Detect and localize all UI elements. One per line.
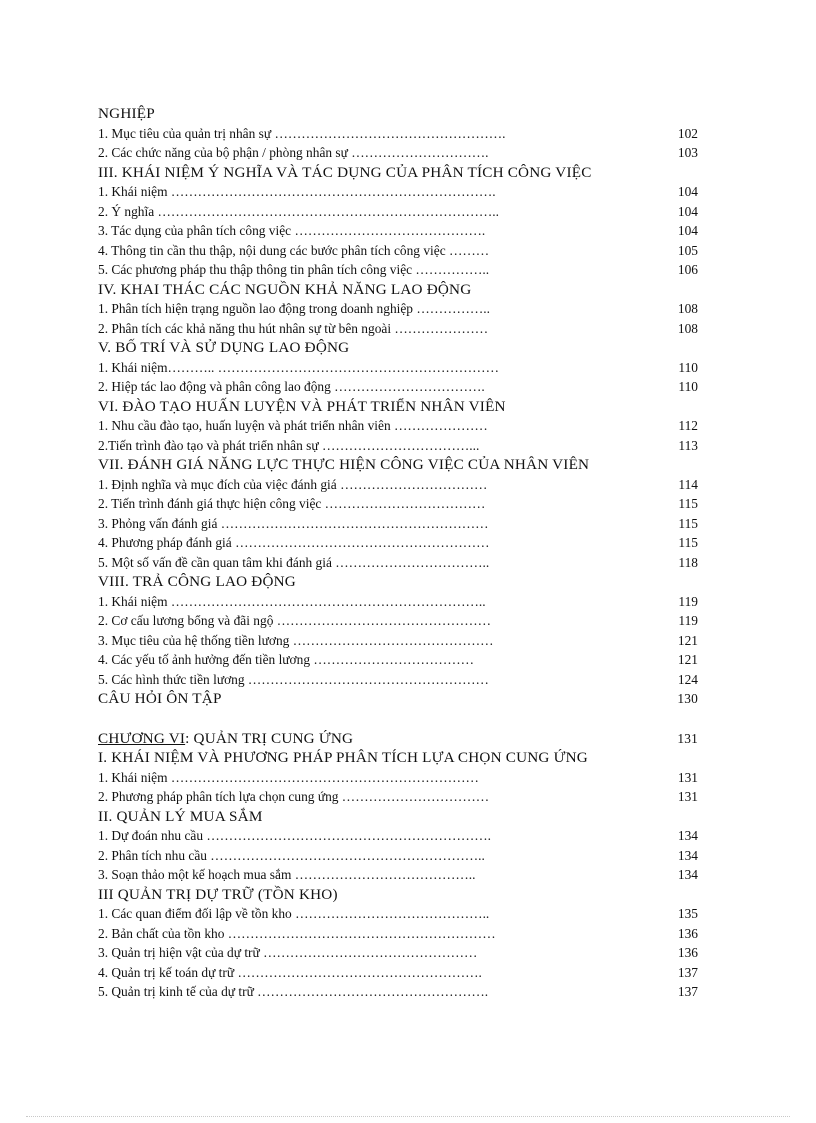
page-number: 112 (678, 418, 698, 433)
heading-text: II. QUẢN LÝ MUA SẮM (98, 807, 263, 825)
page-number: 110 (678, 379, 698, 394)
entry-text: 1. Mục tiêu của quản trị nhân sự ……………………………………………. (98, 125, 506, 141)
toc-entry (98, 319, 700, 339)
toc-entry (98, 631, 700, 651)
toc-entry (98, 650, 700, 670)
toc-entry (98, 475, 700, 495)
entry-text: 1. Khái niệm …………………………………………………………….. (98, 593, 486, 609)
toc-entry (98, 982, 700, 1002)
toc-entry (98, 494, 700, 514)
toc-heading (98, 807, 700, 827)
entry-text: 5. Các hình thức tiền lương ……………………………………………… (98, 671, 489, 687)
page-number: 135 (677, 906, 698, 921)
page-bottom-divider (26, 1116, 790, 1117)
entry-text: 3. Mục tiêu của hệ thống tiền lương ……………………………………… (98, 632, 494, 648)
heading-text: VII. ĐÁNH GIÁ NĂNG LỰC THỰC HIỆN CÔNG VIỆC CỦA NHÂN VIÊN (98, 456, 590, 473)
page-number: 104 (677, 223, 698, 238)
entry-text: 4. Quản trị kế toán dự trữ ………………………………………………. (98, 964, 482, 980)
toc-heading (98, 163, 700, 183)
spacer (98, 709, 700, 729)
entry-text: 1. Phân tích hiện trạng nguồn lao động trong doanh nghiệp …………….. (98, 301, 490, 316)
entry-text: 3. Tác dụng của phân tích công việc ……………………………………. (98, 223, 486, 238)
page-number: 121 (677, 632, 698, 648)
toc-entry (98, 670, 700, 690)
toc-entry (98, 436, 700, 456)
toc-heading (98, 729, 700, 749)
toc-entry (98, 124, 700, 144)
entry-text: 2.Tiến trình đào tạo và phát triển nhân sự ……………………………... (98, 437, 480, 453)
entry-text: 4. Các yếu tố ảnh hưởng đến tiền lương ……………………………… (98, 652, 475, 667)
toc-entry (98, 143, 700, 163)
entry-text: 2. Cơ cấu lương bổng và đãi ngộ ………………………………………… (98, 613, 491, 628)
heading-text: CÂU HỎI ÔN TẬP (98, 690, 222, 707)
page-number: 131 (677, 769, 698, 785)
toc-heading (98, 338, 700, 358)
toc-entry (98, 611, 700, 631)
entry-text: 2. Ý nghĩa ………………………………………………………………….. (98, 203, 499, 219)
page-number: 102 (677, 125, 698, 141)
entry-text: 2. Các chức năng của bộ phận / phòng nhân sự …………………………. (98, 145, 489, 160)
page-number: 115 (678, 496, 698, 511)
toc-heading (98, 885, 700, 905)
toc-entry (98, 846, 700, 866)
toc-heading (98, 572, 700, 592)
heading-text: III. KHÁI NIỆM Ý NGHĨA VÀ TÁC DỤNG CỦA PHÂN TÍCH CÔNG VIỆC (98, 163, 592, 181)
entry-text: 3. Soạn thảo một kế hoạch mua sắm ………………………………….. (98, 867, 476, 882)
toc-heading (98, 280, 700, 300)
table-of-contents (98, 104, 700, 1002)
toc-entry (98, 358, 700, 378)
entry-text: 1. Khái niệm……….. ……………………………………………………… (98, 359, 499, 375)
page-number: 118 (678, 554, 698, 570)
page-number: 106 (677, 262, 698, 277)
heading-text (98, 729, 353, 749)
toc-entry (98, 416, 700, 436)
page-number: 119 (678, 593, 698, 609)
entry-text: 2. Tiến trình đánh giá thực hiện công việc ……………………………… (98, 496, 486, 511)
page-number: 137 (677, 964, 698, 980)
entry-text: 5. Các phương pháp thu thập thông tin phân tích công việc …………….. (98, 262, 490, 277)
page-number: 114 (678, 476, 698, 492)
page-number: 131 (677, 789, 698, 804)
entry-text: 1. Các quan điểm đối lập về tồn kho …………………………………….. (98, 906, 490, 921)
page-number: 119 (678, 613, 698, 628)
toc-entry (98, 865, 700, 885)
toc-heading (98, 104, 700, 124)
page-number: 108 (677, 320, 698, 336)
toc-entry (98, 299, 700, 319)
page-number: 136 (677, 925, 698, 941)
page-number: 115 (678, 515, 698, 531)
entry-text: 2. Hiệp tác lao động và phân công lao động ……………………………. (98, 379, 485, 394)
heading-text: VI. ĐÀO TẠO HUẤN LUYỆN VÀ PHÁT TRIỂN NHÂN VIÊN (98, 397, 506, 415)
toc-entry (98, 202, 700, 222)
toc-heading (98, 397, 700, 417)
toc-entry (98, 514, 700, 534)
toc-entry (98, 260, 700, 280)
heading-text: I. KHÁI NIỆM VÀ PHƯƠNG PHÁP PHÂN TÍCH LỰA CHỌN CUNG ỨNG (98, 749, 588, 766)
page-number: 124 (677, 671, 698, 687)
toc-entry (98, 904, 700, 924)
page-number: 121 (677, 652, 698, 667)
entry-text: 2. Phương pháp phân tích lựa chọn cung ứng …………………………… (98, 789, 490, 804)
page-number: 113 (678, 437, 698, 453)
chapter-label: CHƯƠNG VI (98, 729, 186, 747)
page-number: 108 (677, 301, 698, 316)
entry-text: 4. Phương pháp đánh giá ………………………………………………… (98, 535, 490, 550)
entry-text: 5. Một số vấn đề cần quan tâm khi đánh giá …………………………….. (98, 554, 490, 570)
page-number: 104 (677, 184, 698, 199)
page-number: 103 (677, 145, 698, 160)
heading-text: NGHIỆP (98, 105, 155, 122)
toc-entry (98, 963, 700, 983)
entry-text: 2. Phân tích các khả năng thu hút nhân sự từ bên ngoài ………………… (98, 320, 489, 336)
page-number: 130 (677, 691, 698, 706)
entry-text: 1. Nhu cầu đào tạo, huấn luyện và phát triển nhân viên ………………… (98, 418, 488, 433)
toc-entry (98, 182, 700, 202)
page-number: 105 (677, 242, 698, 258)
page-number: 110 (678, 359, 698, 375)
page-number: 115 (678, 535, 698, 550)
entry-text: 5. Quản trị kinh tế của dự trữ ……………………………………………. (98, 984, 489, 999)
heading-text: IV. KHAI THÁC CÁC NGUỒN KHẢ NĂNG LAO ĐỘNG (98, 280, 472, 298)
toc-entry (98, 592, 700, 612)
toc-entry (98, 768, 700, 788)
page-number: 134 (677, 847, 698, 863)
page-number: 131 (677, 730, 698, 746)
toc-entry (98, 943, 700, 963)
chapter-title: : QUẢN TRỊ CUNG ỨNG (185, 729, 354, 747)
entry-text: 4. Thông tin cần thu thập, nội dung các bước phân tích công việc ……… (98, 242, 490, 258)
page-number: 136 (677, 945, 698, 960)
toc-entry (98, 826, 700, 846)
entry-text: 3. Quản trị hiện vật của dự trữ ………………………………………… (98, 945, 478, 960)
toc-heading (98, 748, 700, 768)
entry-text: 1. Dự đoán nhu cầu ………………………………………………………. (98, 828, 491, 843)
toc-heading (98, 455, 700, 475)
entry-text: 2. Bản chất của tồn kho …………………………………………………… (98, 925, 496, 941)
page-number: 104 (677, 203, 698, 219)
entry-text: 1. Khái niệm ………………………………………………………………. (98, 184, 496, 199)
heading-text: III QUẢN TRỊ DỰ TRỮ (TỒN KHO) (98, 885, 338, 903)
page-number: 137 (677, 984, 698, 999)
heading-text: V. BỐ TRÍ VÀ SỬ DỤNG LAO ĐỘNG (98, 339, 350, 356)
toc-heading (98, 689, 700, 709)
entry-text: 1. Khái niệm …………………………………………………………… (98, 769, 479, 785)
page-number: 134 (677, 867, 698, 882)
toc-entry (98, 787, 700, 807)
toc-entry (98, 553, 700, 573)
heading-text: VIII. TRẢ CÔNG LAO ĐỘNG (98, 573, 296, 590)
toc-entry (98, 924, 700, 944)
entry-text: 1. Định nghĩa và mục đích của việc đánh giá …………………………… (98, 476, 488, 492)
toc-entry (98, 533, 700, 553)
toc-entry (98, 221, 700, 241)
entry-text: 2. Phân tích nhu cầu …………………………………………………….. (98, 847, 485, 863)
toc-entry (98, 241, 700, 261)
toc-entry (98, 377, 700, 397)
entry-text: 3. Phỏng vấn đánh giá …………………………………………………… (98, 515, 489, 531)
page-number: 134 (677, 828, 698, 843)
